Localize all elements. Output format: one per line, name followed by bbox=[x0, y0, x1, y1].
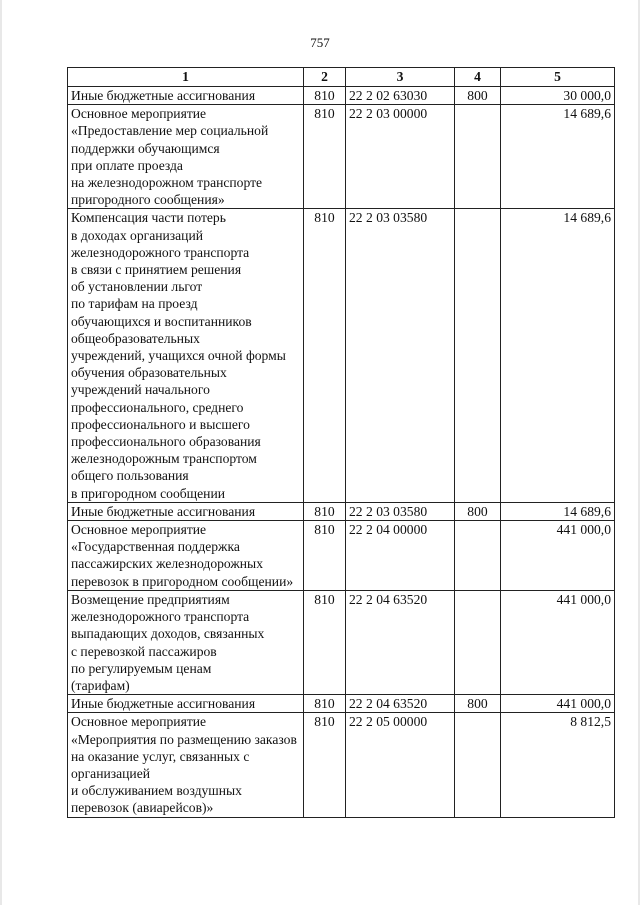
scan-left-edge bbox=[0, 0, 2, 905]
cell-vr bbox=[455, 105, 501, 209]
cell-amount: 14 689,6 bbox=[501, 502, 615, 520]
cell-vr: 800 bbox=[455, 502, 501, 520]
cell-name: Основное мероприятие «Мероприятия по размещению заказов на оказание услуг, связанных с организацией и обслуживанием воздушных перевозок (авиарейсов)» bbox=[68, 713, 304, 817]
cell-vr bbox=[455, 209, 501, 502]
cell-vr: 800 bbox=[455, 87, 501, 105]
table-row bbox=[68, 209, 615, 502]
cell-vr bbox=[455, 590, 501, 694]
cell-name: Компенсация части потерь в доходах организаций железнодорожного транспорта в связи с принятием решения об установлении льгот по тарифам на проезд обучающихся и воспитанников общеобразовательных учреждений, учащихся очной формы обучения образовательных учреждений начального профессионального, среднего профессионального и высшего профессионального образования железнодорожным транспортом общего пользования в пригородном сообщении bbox=[68, 209, 304, 502]
table-body bbox=[68, 87, 615, 818]
cell-amount: 441 000,0 bbox=[501, 521, 615, 591]
budget-table bbox=[67, 67, 615, 818]
cell-amount: 441 000,0 bbox=[501, 590, 615, 694]
header-col-5: 5 bbox=[501, 68, 615, 87]
cell-csr: 22 2 04 63520 bbox=[346, 695, 455, 713]
cell-name: Возмещение предприятиям железнодорожного транспорта выпадающих доходов, связанных с перевозкой пассажиров по регулируемым ценам (тарифам) bbox=[68, 590, 304, 694]
cell-csr: 22 2 04 63520 bbox=[346, 590, 455, 694]
table-row bbox=[68, 502, 615, 520]
cell-vr bbox=[455, 521, 501, 591]
cell-vr bbox=[455, 713, 501, 817]
cell-name: Иные бюджетные ассигнования bbox=[68, 502, 304, 520]
cell-grbs: 810 bbox=[304, 521, 346, 591]
cell-csr: 22 2 03 00000 bbox=[346, 105, 455, 209]
cell-name: Основное мероприятие «Государственная поддержка пассажирских железнодорожных перевозок в пригородном сообщении» bbox=[68, 521, 304, 591]
header-col-2: 2 bbox=[304, 68, 346, 87]
cell-vr: 800 bbox=[455, 695, 501, 713]
cell-amount: 8 812,5 bbox=[501, 713, 615, 817]
cell-grbs: 810 bbox=[304, 502, 346, 520]
cell-grbs: 810 bbox=[304, 695, 346, 713]
cell-csr: 22 2 02 63030 bbox=[346, 87, 455, 105]
cell-grbs: 810 bbox=[304, 590, 346, 694]
table-row bbox=[68, 590, 615, 694]
cell-grbs: 810 bbox=[304, 713, 346, 817]
table-header-row bbox=[68, 68, 615, 87]
cell-csr: 22 2 04 00000 bbox=[346, 521, 455, 591]
cell-grbs: 810 bbox=[304, 209, 346, 502]
cell-csr: 22 2 03 03580 bbox=[346, 209, 455, 502]
table-row bbox=[68, 713, 615, 817]
table-row bbox=[68, 105, 615, 209]
header-col-1: 1 bbox=[68, 68, 304, 87]
header-col-3: 3 bbox=[346, 68, 455, 87]
table-row bbox=[68, 87, 615, 105]
table-row bbox=[68, 695, 615, 713]
cell-amount: 441 000,0 bbox=[501, 695, 615, 713]
cell-name: Основное мероприятие «Предоставление мер социальной поддержки обучающимся при оплате проезда на железнодорожном транспорте пригородного сообщения» bbox=[68, 105, 304, 209]
cell-csr: 22 2 03 03580 bbox=[346, 502, 455, 520]
cell-grbs: 810 bbox=[304, 105, 346, 209]
cell-csr: 22 2 05 00000 bbox=[346, 713, 455, 817]
cell-amount: 14 689,6 bbox=[501, 105, 615, 209]
header-col-4: 4 bbox=[455, 68, 501, 87]
cell-name: Иные бюджетные ассигнования bbox=[68, 695, 304, 713]
cell-grbs: 810 bbox=[304, 87, 346, 105]
cell-name: Иные бюджетные ассигнования bbox=[68, 87, 304, 105]
table-row bbox=[68, 521, 615, 591]
cell-amount: 14 689,6 bbox=[501, 209, 615, 502]
cell-amount: 30 000,0 bbox=[501, 87, 615, 105]
page-number: 757 bbox=[310, 35, 330, 50]
